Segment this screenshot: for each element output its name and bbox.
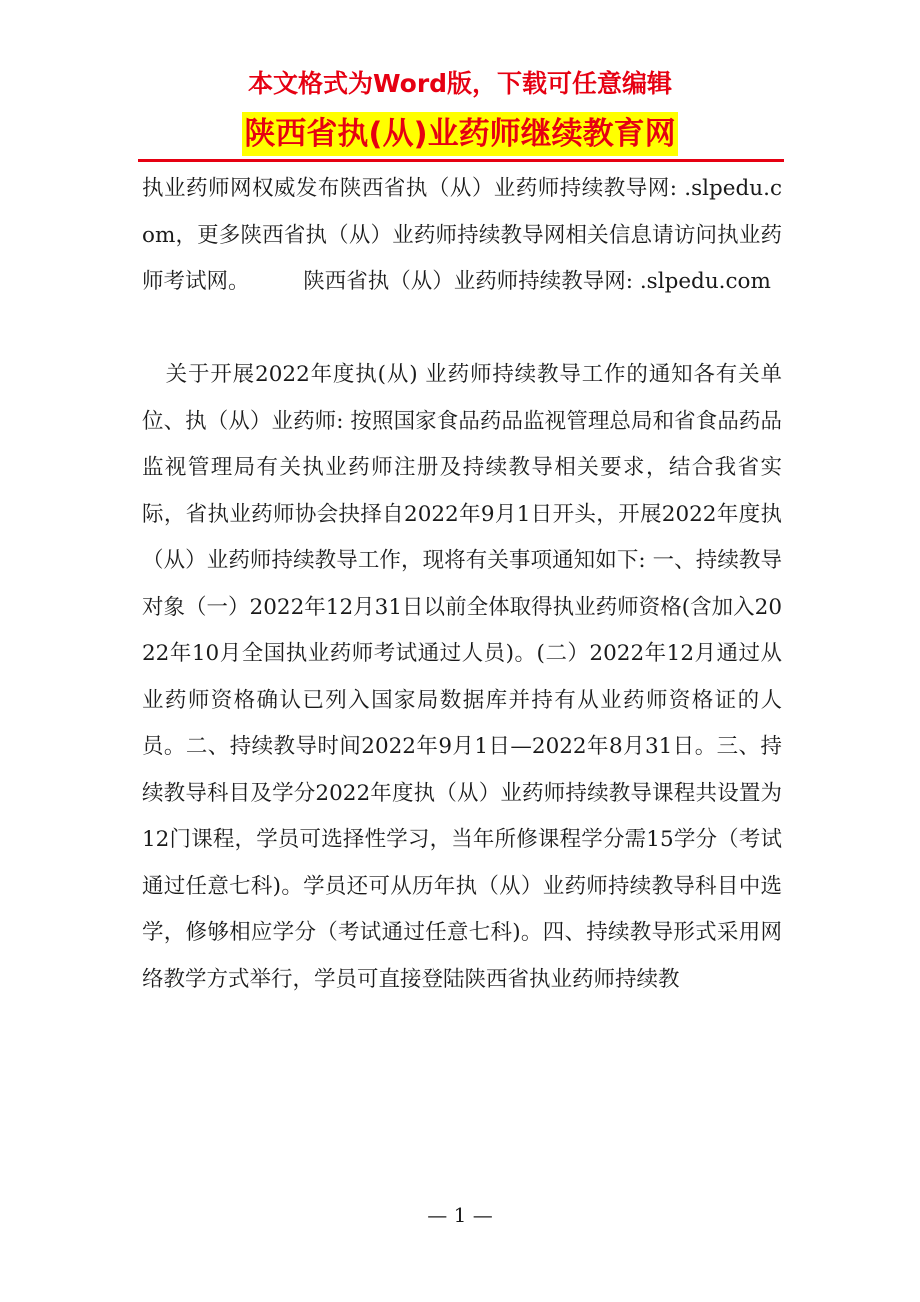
- page-number: — 1 —: [427, 1203, 493, 1227]
- document-title: 陕西省执(从)业药师继续教育网: [242, 112, 677, 156]
- document-body: [142, 166, 782, 1003]
- intro-paragraph: 执业药师网权威发布陕西省执（从）业药师持续教导网: .slpedu.com，更多陕西省执（从）业药师持续教导网相关信息请访问执业药师考试网。 陕西省执（从）业药师持续教导网: .slpedu.com: [142, 176, 782, 294]
- title-container: [0, 112, 920, 156]
- header-divider: [138, 159, 784, 162]
- notice-paragraph: 关于开展2022年度执(从) 业药师持续教导工作的通知各有关单位、执（从）业药师: 按照国家食品药品监视管理总局和省食品药品监视管理局有关执业药师注册及持续教导相关要求，结合我省实际，省执业药师协会抉择自2022年9月1日开头，开展2022年度执（从）业药师持续教导工作，现将有关事项通知如下: 一、持续教导对象（一）2022年12月31日以前全体取得执业药师资格(含加入2022年10月全国执业药师考试通过人员)。(二）2022年12月通过从业药师资格确认已列入国家局数据库并持有从业药师资格证的人员。二、持续教导时间2022年9月1日—2022年8月31日。三、持续教导科目及学分2022年度执（从）业药师持续教导课程共设置为12门课程，学员可选择性学习，当年所修课程学分需15学分（考试通过任意七科)。学员还可从历年执（从）业药师持续教导科目中选学，修够相应学分（考试通过任意七科)。四、持续教导形式采用网络教学方式举行，学员可直接登陆陕西省执业药师持续教: [142, 362, 782, 992]
- format-notice: 本文格式为Word版，下载可任意编辑: [247, 69, 673, 98]
